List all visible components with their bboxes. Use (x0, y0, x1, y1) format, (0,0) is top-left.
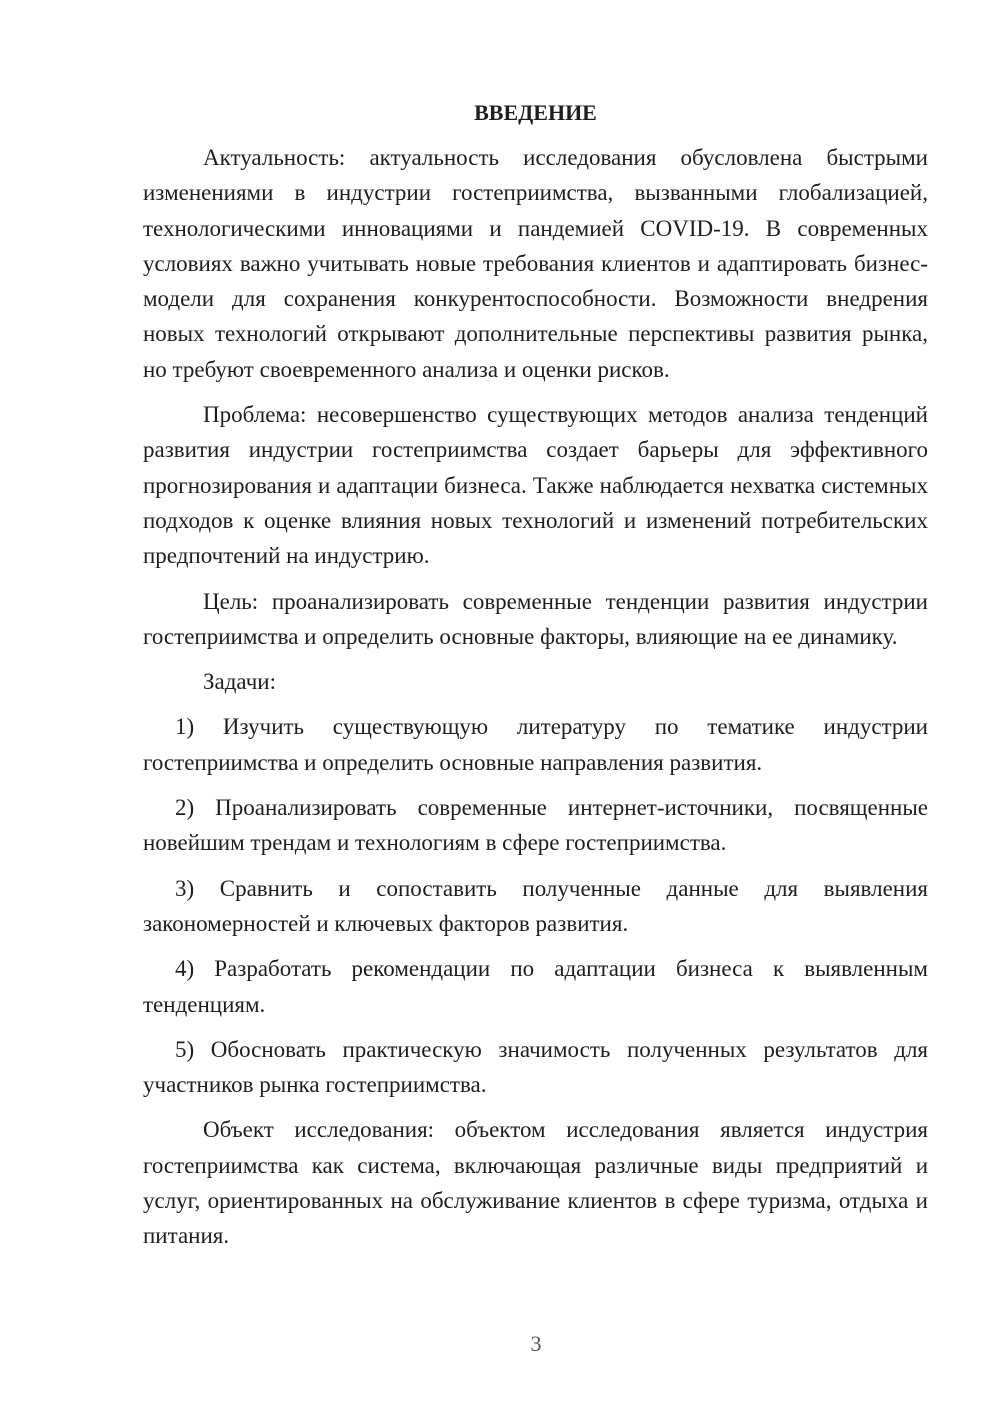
object-paragraph: Объект исследования: объектом исследования является индустрия гостеприимства как система, включающая различные виды предприятий и услуг, ориентированных на обслуживание клиентов в сфере туризма, отдыха и питания. (143, 1117, 928, 1249)
task-item-4: 4) Разработать рекомендации по адаптации бизнеса к выявленным тенденциям. (143, 956, 928, 1017)
task-item-2: 2) Проанализировать современные интернет-источники, посвященные новейшим трендам и технологиям в сфере гостеприимства. (143, 795, 928, 856)
section-heading: ВВЕДЕНИЕ (474, 100, 597, 125)
relevance-paragraph: Актуальность: актуальность исследования обусловлена быстрыми изменениями в индустрии гостеприимства, вызванными глобализацией, технологическими инновациями и пандемией COVID-19. В современных условиях важно учитывать новые требования клиентов и адаптировать бизнес-модели для сохранения конкурентоспособности. Возможности внедрения новых технологий открывают дополнительные перспективы развития рынка, но требуют своевременного анализа и оценки рисков. (143, 145, 928, 382)
task-item-1: 1) Изучить существующую литературу по тематике индустрии гостеприимства и определить основные направления развития. (143, 714, 928, 775)
problem-paragraph: Проблема: несовершенство существующих методов анализа тенденций развития индустрии гостеприимства создает барьеры для эффективного прогнозирования и адаптации бизнеса. Также наблюдается нехватка системных подходов к оценке влияния новых технологий и изменений потребительских предпочтений на индустрию. (143, 402, 928, 569)
task-item-3: 3) Сравнить и сопоставить полученные данные для выявления закономерностей и ключевых факторов развития. (143, 875, 928, 936)
page-content (143, 95, 928, 1264)
page-number: 3 (530, 1331, 542, 1356)
tasks-label: Задачи: (203, 669, 276, 695)
goal-paragraph: Цель: проанализировать современные тенденции развития индустрии гостеприимства и определить основные факторы, влияющие на ее динамику. (143, 588, 928, 649)
task-item-5: 5) Обосновать практическую значимость полученных результатов для участников рынка гостеприимства. (143, 1036, 928, 1098)
